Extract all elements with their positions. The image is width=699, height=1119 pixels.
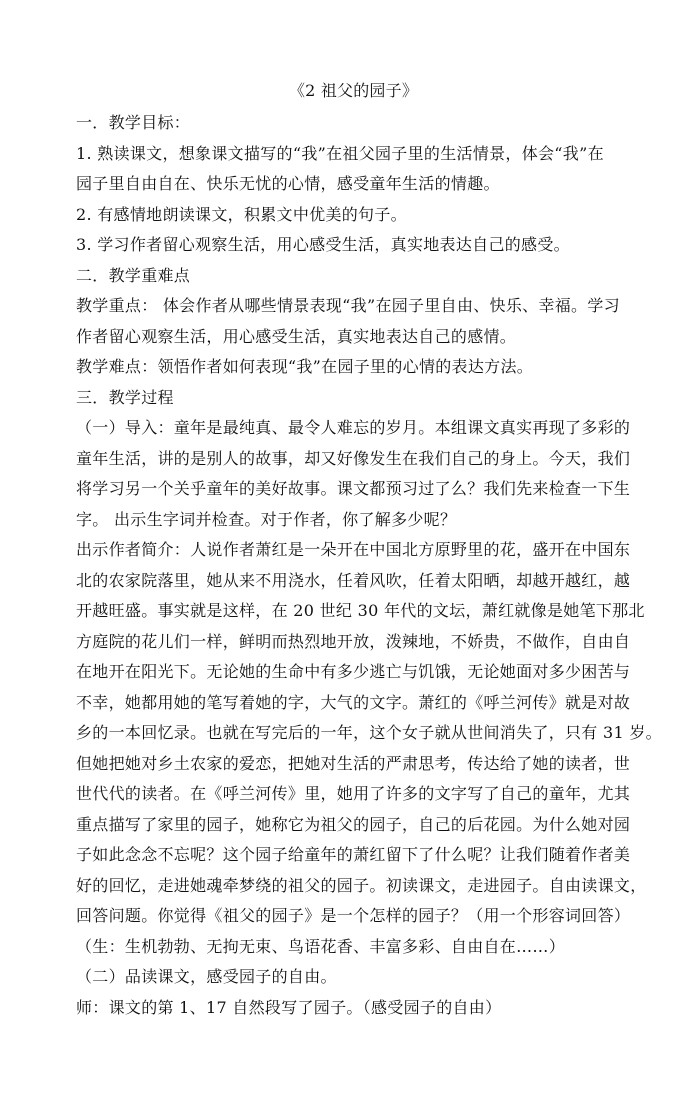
text-line: 出示作者简介：人说作者萧红是一朵开在中国北方原野里的花，盛开在中国东 [76,540,631,559]
text-line: 回答问题。你觉得《祖父的园子》是一个怎样的园子？（用一个形容词回答） [76,906,631,925]
text-line: 好的回忆，走进她魂牵梦绕的祖父的园子。初读课文，走进园子。自由读课文， [76,875,647,895]
text-line: 子如此念念不忘呢？这个园子给童年的萧红留下了什么呢？让我们随着作者美 [76,845,631,864]
text-line: 园子里自由自在、快乐无忧的心情，感受童年生活的情趣。 [76,174,500,193]
text-line: 北的农家院落里，她从来不用浇水，任着风吹，任着太阳晒，却越开越红，越 [76,570,631,590]
text-line: 在地开在阳光下。无论她的生命中有多少逃亡与饥饿，无论她面对多少困苦与 [76,662,631,681]
text-line: 教学难点：领悟作者如何表现“我”在园子里的心情的表达方法。 [76,357,534,376]
text-line: 教学重点： 体会作者从哪些情景表现“我”在园子里自由、快乐、幸福。学习 [76,296,620,315]
text-line: 将学习另一个关乎童年的美好故事。课文都预习过了么？我们先来检查一下生 [76,479,631,498]
text-line: 2. 有感情地朗读课文，积累文中优美的句子。 [76,204,407,224]
section-heading-key-points: 二．教学重难点 [76,265,191,285]
text-line: （一）导入：童年是最纯真、最令人难忘的岁月。本组课文真实再现了多彩的 [76,418,631,437]
section-heading-objectives: 一．教学目标： [76,113,191,132]
text-line: （二）品读课文，感受园子的自由。 [76,967,337,986]
text-line: 师：课文的第 1、17 自然段写了园子。（感受园子的自由） [76,997,502,1017]
text-line: 方庭院的花儿们一样，鲜明而热烈地开放，泼辣地，不娇贵，不做作，自由自 [76,631,631,651]
text-line: （生：生机勃勃、无拘无束、鸟语花香、丰富多彩、自由自在……） [76,936,566,956]
text-line: 重点描写了家里的园子，她称它为祖父的园子，自己的后花园。为什么她对园 [76,814,631,834]
text-line: 乡的一本回忆录。也就在写完后的一年，这个女子就从世间消失了，只有 31 岁。 [76,723,662,742]
document-title: 《2 祖父的园子》 [288,81,419,100]
text-line: 但她把她对乡土农家的爱恋，把她对生活的严肃思考，传达给了她的读者，世 [76,753,631,773]
text-line: 3. 学习作者留心观察生活，用心感受生活，真实地表达自己的感受。 [76,235,570,254]
text-line: 作者留心观察生活，用心感受生活，真实地表达自己的感情。 [76,326,517,346]
text-line: 开越旺盛。事实就是这样，在 20 世纪 30 年代的文坛，萧红就像是她笔下那北 [76,601,645,620]
text-line: 世代代的读者。在《呼兰河传》里，她用了许多的文字写了自己的童年，尤其 [76,784,631,803]
document-body [76,108,662,1023]
section-heading-process: 三．教学过程 [76,387,174,407]
text-line: 1. 熟读课文，想象课文描写的“我”在祖父园子里的生活情景，体会“我”在 [76,143,604,163]
text-line: 字。 出示生字词并检查。对于作者，你了解多少呢？ [76,509,457,529]
text-line: 童年生活，讲的是别人的故事，却又好像发生在我们自己的身上。今天，我们 [76,448,631,468]
text-line: 不幸，她都用她的笔写着她的字，大气的文字。萧红的《呼兰河传》就是对故 [76,692,631,712]
